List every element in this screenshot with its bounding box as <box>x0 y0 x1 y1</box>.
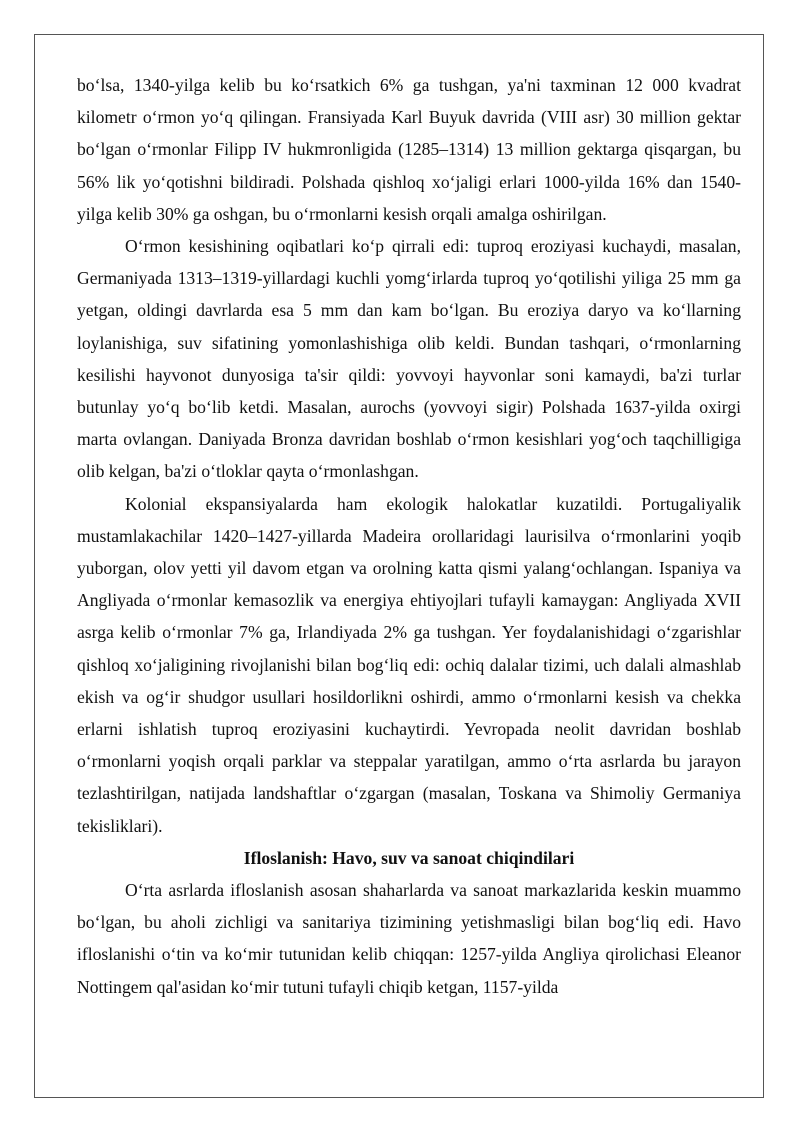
section-heading: Ifloslanish: Havo, suv va sanoat chiqindilari <box>243 847 575 868</box>
paragraph-colonial-expansion: Kolonial ekspansiyalarda ham ekologik halokatlar kuzatildi. Portugaliyalik mustamlakachilar 1420–1427-yillarda Madeira orollaridagi laurisilva o‘rmonlarini yoqib yuborgan, olov yetti yil davom etgan va orolning katta qismi yalang‘ochlangan. Ispaniya va Angliyada o‘rmonlar kemasozlik va energiya ehtiyojlari tufayli kamaygan: Angliyada XVII asrga kelib o‘rmonlar 7% ga, Irlandiyada 2% ga tushgan. Yer foydalanishidagi o‘zgarishlar qishloq xo‘jaligining rivojlanishi bilan bog‘liq edi: ochiq dalalar tizimi, uch dalali almashlab ekish va og‘ir shudgor usullari hosildorlikni oshirdi, ammo o‘rmonlarni kesish va chekka erlarni ishlatish tuproq eroziyasini kuchaytirdi. Yevropada neolit davridan boshlab o‘rmonlarni yoqish orqali parklar va steppalar yaratilgan, ammo o‘rta asrlarda bu jarayon tezlashtirilgan, natijada landshaftlar o‘zgargan (masalan, Toskana va Shimoliy Germaniya tekisliklari). <box>77 493 741 836</box>
paragraph-continued: bo‘lsa, 1340-yilga kelib bu ko‘rsatkich 6% ga tushgan, ya'ni taxminan 12 000 kvadrat kilometr o‘rmon yo‘q qilingan. Fransiyada Karl Buyuk davrida (VIII asr) 30 million gektar bo‘lgan o‘rmonlar Filipp IV hukmronligida (1285–1314) 13 million gektarga qisqargan, bu 56% lik yo‘qotishni bildiradi. Polshada qishloq xo‘jaligi erlari 1000-yilda 16% dan 1540-yilga kelib 30% ga oshgan, bu o‘rmonlarni kesish orqali amalga oshirilgan. <box>77 75 741 224</box>
paragraph-deforestation-consequences: O‘rmon kesishining oqibatlari ko‘p qirrali edi: tuproq eroziyasi kuchaydi, masalan, Germaniyada 1313–1319-yillardagi kuchli yomg‘irlarda tuproq yo‘qotilishi yiliga 25 mm ga yetgan, oldingi davrlarda esa 5 mm dan kam bo‘lgan. Bu eroziya daryo va ko‘llarning loylanishiga, suv sifatining yomonlashishiga olib keldi. Bundan tashqari, o‘rmonlarning kesilishi hayvonot dunyosiga ta'sir qildi: yovvoyi hayvonlar soni kamaydi, ba'zi turlar butunlay yo‘q bo‘lib ketdi. Masalan, aurochs (yovvoyi sigir) Polshada 1637-yilda oxirgi marta ovlangan. Daniyada Bronza davridan boshlab o‘rmon kesishlari yog‘och taqchilligiga olib kelgan, ba'zi o‘tloklar qayta o‘rmonlashgan. <box>77 236 741 482</box>
document-body <box>77 69 741 1003</box>
paragraph-pollution: O‘rta asrlarda ifloslanish asosan shaharlarda va sanoat markazlarida keskin muammo bo‘lgan, bu aholi zichligi va sanitariya tizimining yetishmasligi bilan bog‘liq edi. Havo ifloslanishi o‘tin va ko‘mir tutunidan kelib chiqqan: 1257-yilda Angliya qirolichasi Eleanor Nottingem qal'asidan ko‘mir tutuni tufayli chiqib ketgan, 1157-yilda <box>77 880 741 997</box>
